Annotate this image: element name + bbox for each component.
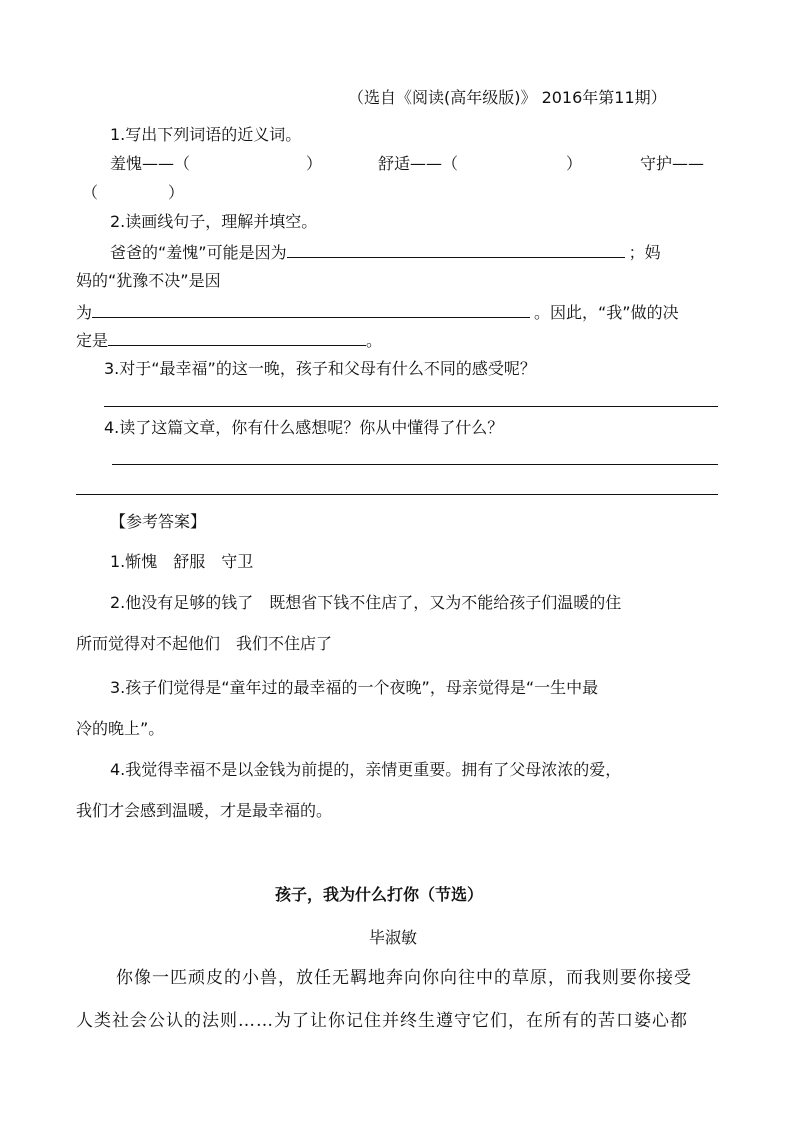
question-2-line-4-text: 定是 <box>76 331 109 350</box>
question-1-open-paren-3: （ <box>82 183 99 202</box>
answer-3-line-2: 冷的晚上”。 <box>76 719 165 738</box>
question-2-line-4-end: 。 <box>366 331 383 350</box>
question-1-word-1: 羞愧——（ <box>110 154 191 173</box>
answer-blank-3[interactable] <box>108 329 366 346</box>
answers-heading: 【参考答案】 <box>110 512 207 531</box>
article-title: 孩子，我为什么打你（节选） <box>275 885 484 904</box>
article-author: 毕淑敏 <box>369 928 418 947</box>
question-3-prompt: 3.对于“最幸福”的这一晚，孩子和父母有什么不同的感受呢？ <box>104 359 536 378</box>
question-2-line-2: 妈的“犹豫不决”是因 <box>76 271 221 290</box>
question-1-word-2: 舒适——（ <box>378 154 459 173</box>
question-4-prompt: 4.读了这篇文章，你有什么感想呢？你从中懂得了什么？ <box>104 418 504 437</box>
article-paragraph-line-1: 你像一匹顽皮的小兽，放任无羁地奔向你向往中的草原，而我则要你接受 <box>116 968 692 988</box>
source-citation: （选自《阅读(高年级版)》 2016年第11期） <box>348 88 667 107</box>
question-1-close-paren-3: ） <box>168 183 185 202</box>
answer-line-3[interactable] <box>104 406 718 407</box>
question-1-close-paren-2: ） <box>566 154 583 173</box>
question-2-line-3 <box>76 301 679 324</box>
question-2-line-1 <box>110 241 661 264</box>
question-1-word-3: 守护—— <box>640 154 705 173</box>
answer-line-4a[interactable] <box>112 464 718 465</box>
answer-3-line-1: 3.孩子们觉得是“童年过的最幸福的一个夜晚”，母亲觉得是“一生中最 <box>110 678 599 697</box>
question-2-line-1-end: ；妈 <box>628 243 661 262</box>
question-2-line-1-text: 爸爸的“羞愧”可能是因为 <box>110 243 287 262</box>
answer-1: 1.惭愧 舒服 守卫 <box>110 552 254 571</box>
question-2-prompt: 2.读画线句子，理解并填空。 <box>110 212 318 231</box>
answer-blank-2[interactable] <box>92 301 530 318</box>
question-2-line-3-text: 为 <box>76 303 93 322</box>
answer-4-line-2: 我们才会感到温暖，才是最幸福的。 <box>76 801 333 820</box>
question-2-line-4 <box>76 329 382 352</box>
question-1-prompt: 1.写出下列词语的近义词。 <box>110 125 302 144</box>
question-2-line-3-end: 。因此，“我”做的决 <box>534 303 679 322</box>
answer-2-line-1: 2.他没有足够的钱了 既想省下钱不住店了，又为不能给孩子们温暖的住 <box>110 593 622 612</box>
answer-line-4b[interactable] <box>76 494 718 495</box>
question-1-close-paren-1: ） <box>306 154 323 173</box>
answer-2-line-2: 所而觉得对不起他们 我们不住店了 <box>76 634 333 653</box>
article-paragraph-line-2: 人类社会公认的法则……为了让你记住并终生遵守它们，在所有的苦口婆心都 <box>76 1011 688 1031</box>
answer-4-line-1: 4.我觉得幸福不是以金钱为前提的，亲情更重要。拥有了父母浓浓的爱， <box>110 760 622 779</box>
answer-blank-1[interactable] <box>287 241 625 258</box>
